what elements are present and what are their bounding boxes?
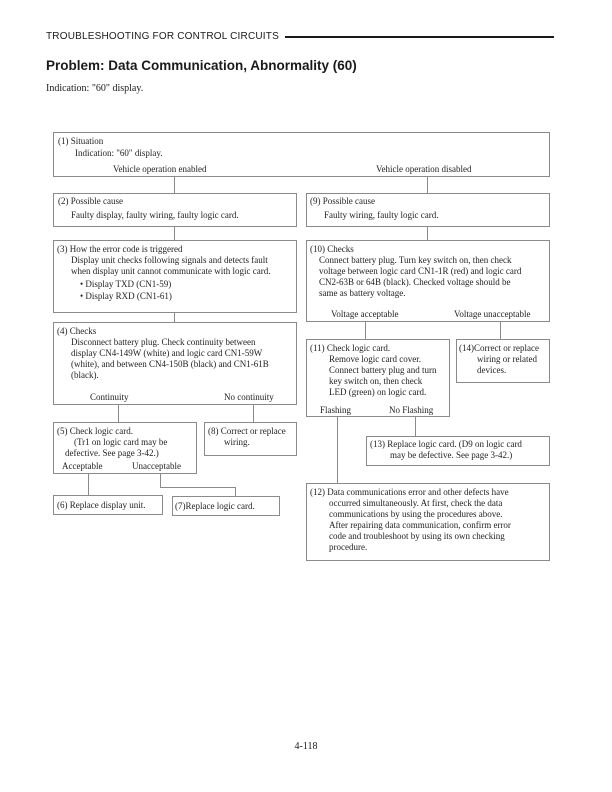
checks-line: Connect battery plug. Turn key switch on, then check bbox=[319, 255, 512, 265]
outcome-label: Voltage acceptable bbox=[331, 309, 399, 319]
outcome-label: No Flashing bbox=[389, 405, 434, 415]
branch-label-enabled: Vehicle operation enabled bbox=[113, 164, 207, 174]
situation-indication: Indication: "60" display. bbox=[75, 148, 163, 158]
connector bbox=[337, 416, 338, 483]
connector bbox=[174, 176, 175, 194]
page-number: 4-118 bbox=[294, 741, 318, 752]
logic-card-check-heading: (11) Check logic card. bbox=[310, 343, 391, 353]
checks-line: same as battery voltage. bbox=[319, 288, 406, 298]
outcome-label: Acceptable bbox=[62, 461, 103, 471]
outcome-label: Flashing bbox=[320, 405, 352, 415]
outcome-label: Continuity bbox=[90, 392, 129, 402]
possible-cause-text: Faulty wiring, faulty logic card. bbox=[324, 210, 439, 220]
connector bbox=[427, 176, 428, 194]
logic-card-check-line: key switch on, then check bbox=[329, 376, 423, 386]
replace-logic-card-line: may be defective. See page 3-42.) bbox=[390, 450, 513, 460]
replace-display-text: (6) Replace display unit. bbox=[57, 500, 146, 510]
connector bbox=[118, 404, 119, 422]
logic-card-check-line: LED (green) on logic card. bbox=[329, 387, 427, 397]
correct-wiring-line: wiring or related bbox=[477, 354, 537, 364]
checks-heading: (10) Checks bbox=[310, 244, 354, 254]
logic-card-check-line: Remove logic card cover. bbox=[329, 354, 421, 364]
connector bbox=[415, 416, 416, 436]
error-trigger-heading: (3) How the error code is triggered bbox=[57, 244, 183, 254]
connector bbox=[500, 321, 501, 339]
connector bbox=[174, 226, 175, 240]
simultaneous-defects-line: occurred simultaneously. At first, check the data bbox=[329, 498, 503, 508]
connector bbox=[427, 226, 428, 240]
logic-card-check-line: (Tr1 on logic card may be bbox=[74, 437, 168, 447]
section-header: TROUBLESHOOTING FOR CONTROL CIRCUITS bbox=[46, 31, 279, 42]
connector bbox=[365, 321, 366, 339]
replace-logic-card-line: (13) Replace logic card. (D9 on logic card bbox=[370, 439, 522, 449]
simultaneous-defects-line: After repairing data communication, confirm error bbox=[329, 520, 511, 530]
simultaneous-defects-line: communications by using the procedures above. bbox=[329, 509, 503, 519]
correct-wiring-line: (8) Correct or replace bbox=[208, 426, 286, 436]
situation-heading: (1) Situation bbox=[58, 136, 104, 146]
header-rule bbox=[285, 36, 554, 38]
page-title: Problem: Data Communication, Abnormality (60) bbox=[46, 58, 357, 73]
error-trigger-signal: • Display RXD (CN1-61) bbox=[80, 291, 172, 301]
error-trigger-signal: • Display TXD (CN1-59) bbox=[80, 279, 172, 289]
error-trigger-line: when display unit cannot communicate with logic card. bbox=[71, 266, 271, 276]
connector bbox=[160, 473, 161, 487]
checks-line: (black). bbox=[71, 370, 99, 380]
connector bbox=[160, 487, 235, 488]
logic-card-check-line: Connect battery plug and turn bbox=[329, 365, 437, 375]
error-trigger-line: Display unit checks following signals and detects fault bbox=[71, 255, 268, 265]
correct-wiring-line: wiring. bbox=[224, 437, 250, 447]
branch-label-disabled: Vehicle operation disabled bbox=[376, 164, 472, 174]
possible-cause-heading: (2) Possible cause bbox=[58, 196, 123, 206]
connector bbox=[88, 473, 89, 495]
checks-line: (white), and between CN4-150B (black) and CN1-61B bbox=[71, 359, 269, 369]
checks-heading: (4) Checks bbox=[57, 326, 97, 336]
logic-card-check-line: defective. See page 3-42.) bbox=[65, 448, 159, 458]
simultaneous-defects-line: procedure. bbox=[329, 542, 368, 552]
correct-wiring-line: (14)Correct or replace bbox=[459, 343, 539, 353]
outcome-label: Unacceptable bbox=[132, 461, 181, 471]
outcome-label: No continuity bbox=[224, 392, 274, 402]
checks-line: voltage between logic card CN1-1R (red) and logic card bbox=[319, 266, 522, 276]
checks-line: CN2-63B or 64B (black). Checked voltage should be bbox=[319, 277, 511, 287]
indication-text: Indication: "60" display. bbox=[46, 83, 144, 94]
outcome-label: Voltage unacceptable bbox=[454, 309, 531, 319]
simultaneous-defects-line: code and troubleshoot by using its own checking bbox=[329, 531, 505, 541]
possible-cause-text: Faulty display, faulty wiring, faulty logic card. bbox=[71, 210, 239, 220]
logic-card-check-heading: (5) Check logic card. bbox=[57, 426, 133, 436]
connector bbox=[174, 312, 175, 322]
possible-cause-heading: (9) Possible cause bbox=[310, 196, 375, 206]
checks-line: Disconnect battery plug. Check continuity between bbox=[71, 337, 256, 347]
connector bbox=[235, 487, 236, 496]
correct-wiring-line: devices. bbox=[477, 365, 507, 375]
connector bbox=[253, 404, 254, 422]
replace-logic-card-text: (7)Replace logic card. bbox=[175, 501, 255, 511]
checks-line: display CN4-149W (white) and logic card CN1-59W bbox=[71, 348, 263, 358]
simultaneous-defects-line: (12) Data communications error and other defects have bbox=[310, 487, 509, 497]
